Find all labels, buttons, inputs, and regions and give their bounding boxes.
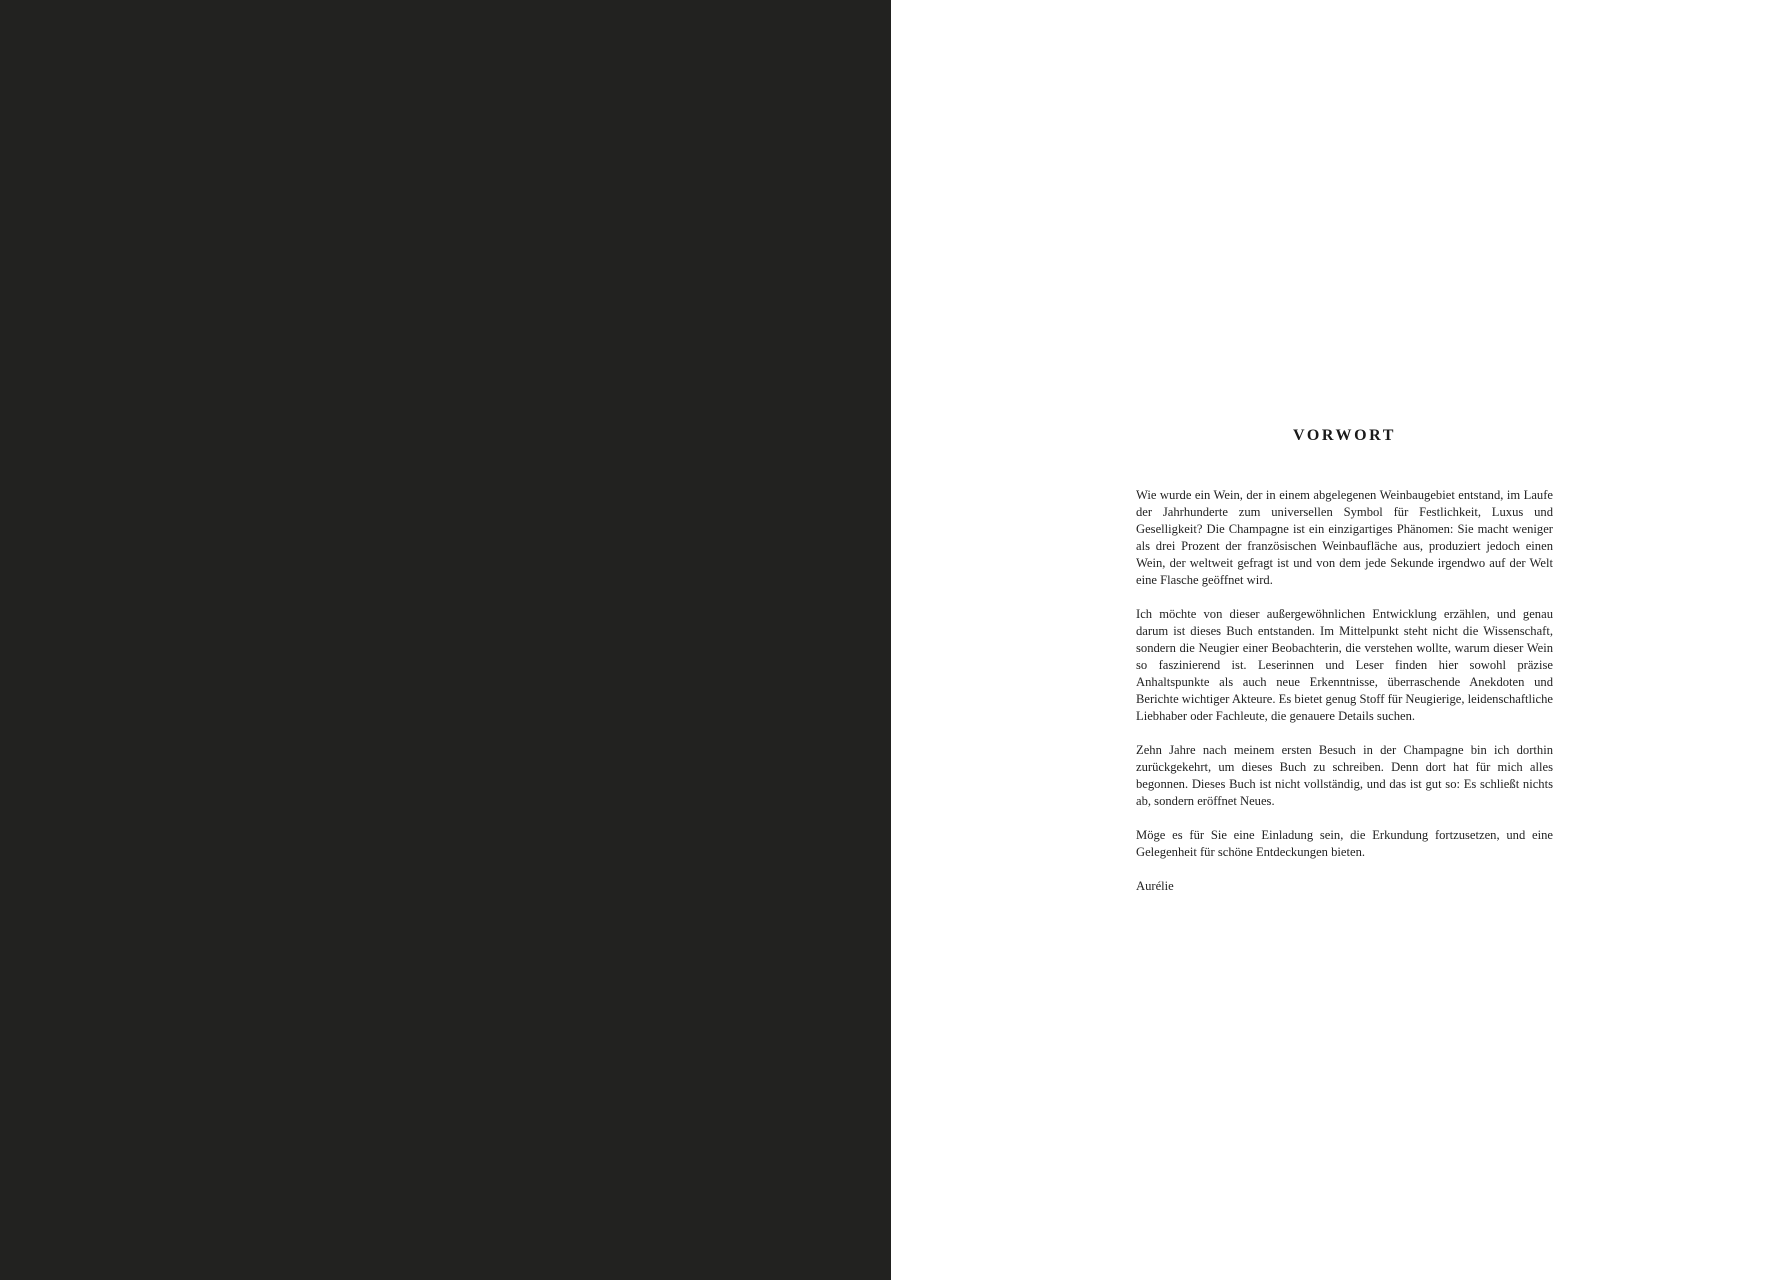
- paragraph: Ich möchte von dieser außergewöhnlichen Entwicklung erzählen, und genau darum ist dieses Buch entstanden. Im Mittelpunkt steht nicht die Wissenschaft, sondern die Neugier einer Beobachterin, die verstehen wollte, warum dieser Wein so faszinierend ist. Leserinnen und Leser finden hier sowohl präzise Anhaltspunkte als auch neue Erkenntnisse, überraschende Anekdoten und Berichte wichtiger Akteure. Es bietet genug Stoff für Neugierige, leidenschaftliche Liebhaber oder Fachleute, die genauere Details suchen.: [1136, 607, 1553, 723]
- signature: Aurélie: [1136, 879, 1174, 893]
- paragraph: Wie wurde ein Wein, der in einem abgelegenen Weinbaugebiet entstand, im Laufe der Jahrhunderte zum universellen Symbol für Festlichkeit, Luxus und Geselligkeit? Die Champagne ist ein einzigartiges Phänomen: Sie macht weniger als drei Prozent der französischen Weinbaufläche aus, produziert jedoch einen Wein, der weltweit gefragt ist und von dem jede Sekunde irgendwo auf der Welt eine Flasche geöffnet wird.: [1136, 488, 1553, 587]
- left-page-dark: [0, 0, 891, 1280]
- paragraph: Möge es für Sie eine Einladung sein, die Erkundung fortzusetzen, und eine Gelegenheit für schöne Entdeckungen bieten.: [1136, 828, 1553, 859]
- foreword-text: [1136, 487, 1553, 912]
- page-title: VORWORT: [1293, 427, 1396, 444]
- paragraph: Zehn Jahre nach meinem ersten Besuch in der Champagne bin ich dorthin zurückgekehrt, um dieses Buch zu schreiben. Denn dort hat für mich alles begonnen. Dieses Buch ist nicht vollständig, und das ist gut so: Es schließt nichts ab, sondern eröffnet Neues.: [1136, 743, 1553, 808]
